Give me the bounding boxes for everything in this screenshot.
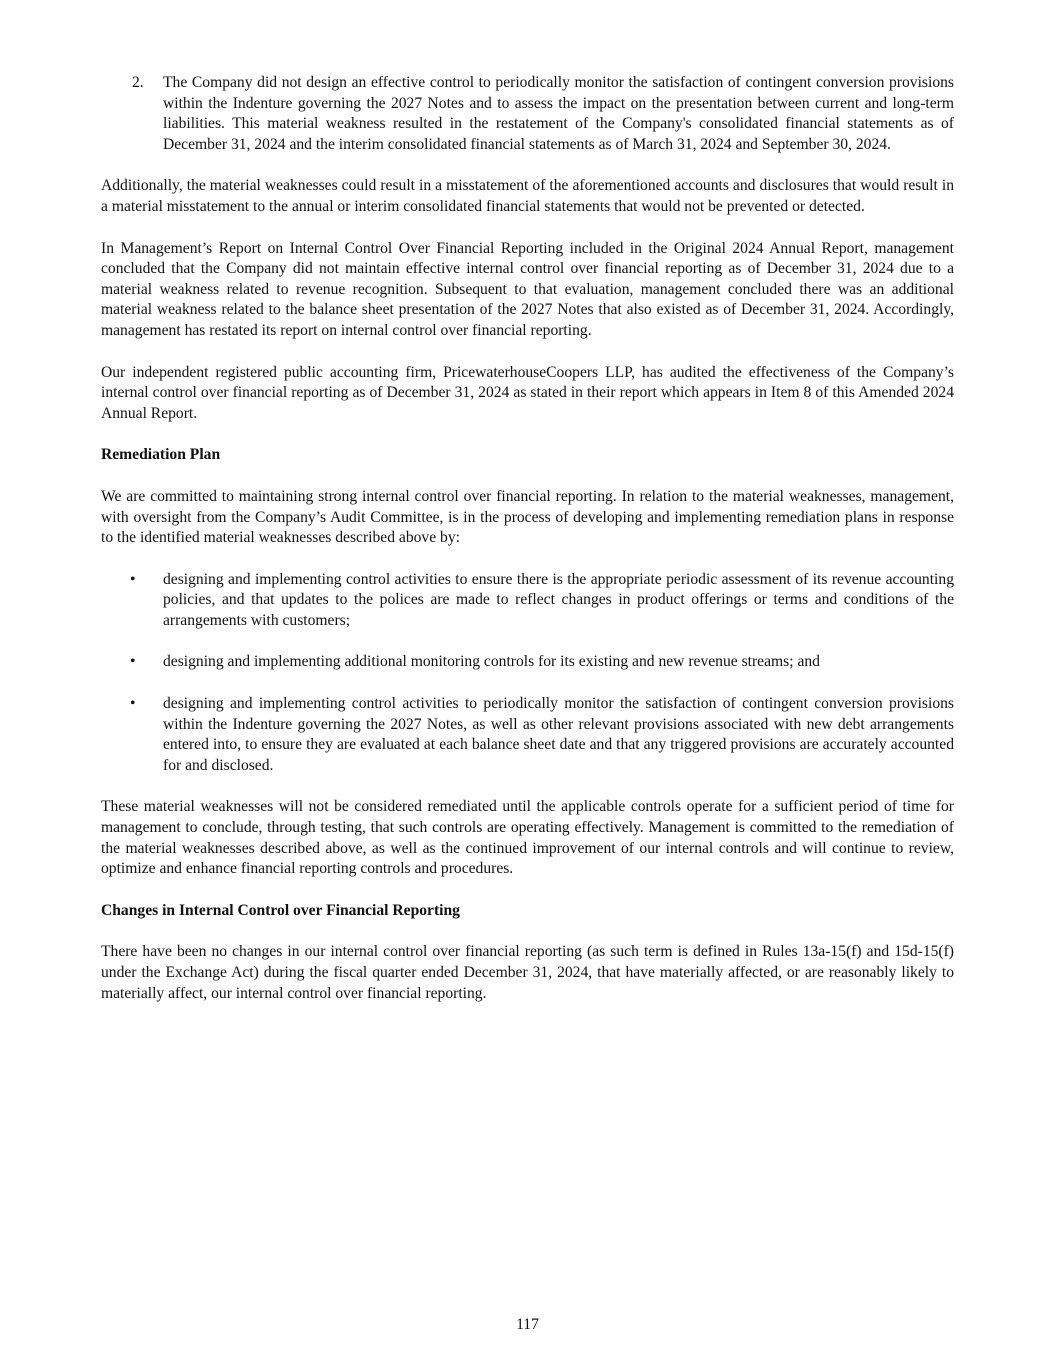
section-heading-changes-internal-control: Changes in Internal Control over Financial Reporting: [101, 901, 460, 919]
paragraph-remediation-closing: These material weaknesses will not be considered remediated until the applicable controls operate for a sufficient period of time for management to conclude, through testing, that such controls are operating effectively. Management is committed to the remediation of the material weaknesses described above, as well as the continued improvement of our internal controls and will continue to review, optimize and enhance financial reporting controls and procedures.: [101, 798, 954, 878]
paragraph-management-report: In Management’s Report on Internal Control Over Financial Reporting included in the Original 2024 Annual Report, management concluded that the Company did not maintain effective internal control over financial reporting as of December 31, 2024 due to a material weakness related to revenue recognition. Subsequent to that evaluation, management concluded there was an additional material weakness related to the balance sheet presentation of the 2027 Notes that also existed as of December 31, 2024. Accordingly, management has restated its report on internal control over financial reporting.: [101, 239, 954, 339]
bullet-list-item: [101, 570, 954, 632]
numbered-list-item: [101, 73, 954, 155]
bullet-text: designing and implementing control activities to ensure there is the appropriate periodic assessment of its revenue accounting policies, and that updates to the polices are made to reflect changes in product offerings or terms and conditions of the arrangements with customers;: [163, 570, 954, 629]
paragraph-remediation-intro: We are committed to maintaining strong internal control over financial reporting. In relation to the material weaknesses, management, with oversight from the Company’s Audit Committee, is in the process of developing and implementing remediation plans in response to the identified material weaknesses described above by:: [101, 487, 954, 547]
bullet-text: designing and implementing additional monitoring controls for its existing and new revenue streams; and: [163, 653, 820, 671]
paragraph-auditor-statement: Our independent registered public accounting firm, PricewaterhouseCoopers LLP, has audited the effectiveness of the Company’s internal control over financial reporting as of December 31, 2024 as stated in their report which appears in Item 8 of this Amended 2024 Annual Report.: [101, 363, 954, 422]
section-heading-remediation-plan: Remediation Plan: [101, 446, 221, 464]
paragraph-material-weakness-impact: Additionally, the material weaknesses could result in a misstatement of the aforementioned accounts and disclosures that would result in a material misstatement to the annual or interim consolidated financial statements that would not be prevented or detected.: [101, 177, 954, 215]
bullet-icon: •: [130, 695, 136, 713]
bullet-icon: •: [130, 570, 136, 588]
list-item-number: 2.: [132, 74, 144, 91]
page-number: 117: [516, 1316, 539, 1333]
list-item-text: The Company did not design an effective control to periodically monitor the satisfaction of contingent conversion provisions within the Indenture governing the 2027 Notes and to assess the impact on the presentation between current and long-term liabilities. This material weakness resulted in the restatement of the Company's consolidated financial statements as of December 31, 2024 and the interim consolidated financial statements as of March 31, 2024 and September 30, 2024.: [163, 74, 954, 153]
bullet-list-item: [101, 652, 954, 673]
bullet-text: designing and implementing control activities to periodically monitor the satisfaction of contingent conversion provisions within the Indenture governing the 2027 Notes, as well as other relevant provisions associated with new debt arrangements entered into, to ensure they are evaluated at each balance sheet date and that any triggered provisions are accurately accounted for and disclosed.: [163, 695, 954, 774]
bullet-list-item: [101, 694, 954, 776]
document-page: [101, 73, 954, 1025]
bullet-icon: •: [130, 653, 136, 671]
paragraph-changes-internal-control: There have been no changes in our internal control over financial reporting (as such term is defined in Rules 13a-15(f) and 15d-15(f) under the Exchange Act) during the fiscal quarter ended December 31, 2024, that have materially affected, or are reasonably likely to materially affect, our internal control over financial reporting.: [101, 943, 954, 1002]
